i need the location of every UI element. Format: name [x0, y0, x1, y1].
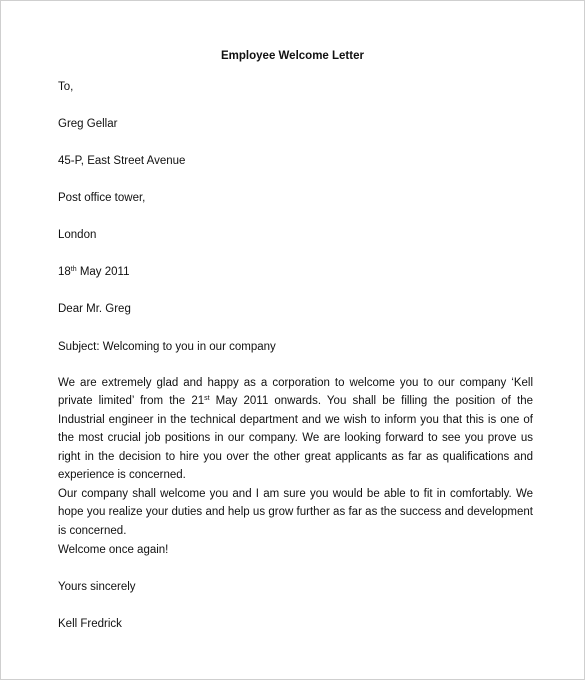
body-paragraph-2: Our company shall welcome you and I am sure you would be able to fit in comfortably. We hope you realize your duties and help us grow further as far as the success and development is concerned. — [58, 488, 533, 537]
address-line-2: Post office tower, — [58, 192, 146, 204]
letter-title: Employee Welcome Letter — [221, 50, 364, 62]
salutation: Dear Mr. Greg — [58, 303, 131, 315]
recipient-name: Greg Gellar — [58, 118, 118, 130]
para1-text-b: May 2011 onwards. You shall be filling the position of the Industrial engineer in the technical department and we wish to inform you that this is one of the most crucial job positions in our company. We are looking forward to see you prove us right in the decision to hire you over the other great applicants as far as qualifications and experience is concerned. — [58, 395, 533, 482]
date-suffix: th — [70, 266, 77, 273]
date-day: 18 — [58, 266, 71, 278]
subject-line: Subject: Welcoming to you in our company — [58, 341, 276, 353]
para1-date-suffix: st — [204, 395, 210, 403]
welcome-again-line: Welcome once again! — [58, 544, 169, 556]
date-month-year: May 2011 — [76, 266, 130, 278]
body-paragraph-1 — [58, 374, 533, 484]
letter-date — [58, 265, 130, 279]
closing-line: Yours sincerely — [58, 581, 136, 593]
city: London — [58, 229, 97, 241]
to-line: To, — [58, 81, 74, 93]
address-line-1: 45-P, East Street Avenue — [58, 155, 186, 167]
para1-text-a: We are extremely glad and happy as a corporation to welcome you to our company ‘Kell private limited’ from the 21 — [58, 377, 533, 408]
signature-name: Kell Fredrick — [58, 618, 122, 630]
